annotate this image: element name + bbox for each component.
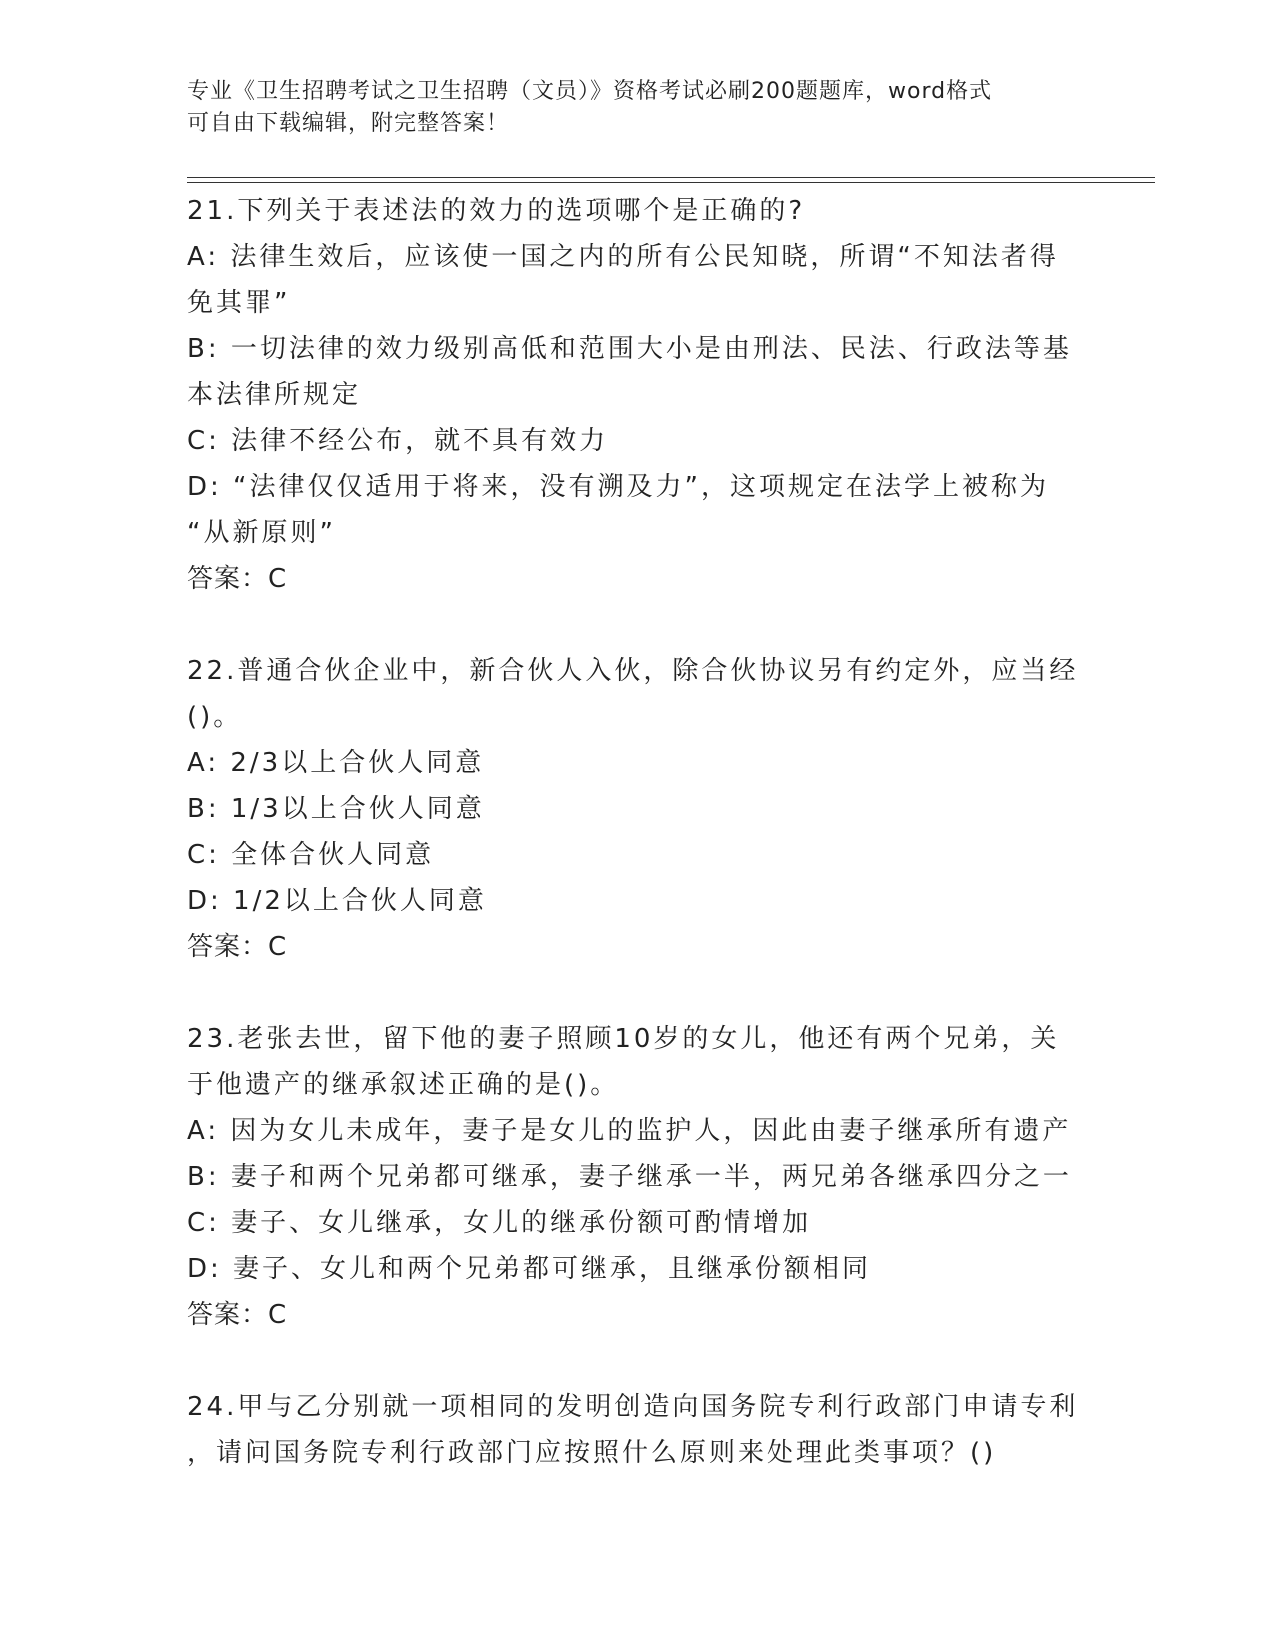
question-spacer <box>187 970 1087 1016</box>
question-22 <box>187 648 1087 970</box>
header-line-1: 专业《卫生招聘考试之卫生招聘（文员）》资格考试必刷200题题库，word格式 <box>187 79 993 104</box>
question-text-continued: 于他遗产的继承叙述正确的是()。 <box>187 1070 620 1100</box>
question-21 <box>187 188 1087 602</box>
answer: 答案：C <box>187 932 288 962</box>
question-text-continued: ，请问国务院专利行政部门应按照什么原则来处理此类事项？() <box>187 1438 997 1468</box>
question-text-continued: ()。 <box>187 702 243 732</box>
option-d: D: 妻子、女儿和两个兄弟都可继承，且继承份额相同 <box>187 1254 872 1284</box>
option-a: A: 因为女儿未成年，妻子是女儿的监护人，因此由妻子继承所有遗产 <box>187 1116 1072 1146</box>
header-divider-top <box>187 177 1155 178</box>
option-b: B: 1/3以上合伙人同意 <box>187 794 485 824</box>
option-d: D: “法律仅仅适用于将来，没有溯及力”，这项规定在法学上被称为 <box>187 472 1049 502</box>
question-23 <box>187 1016 1087 1338</box>
header-line-2: 可自由下载编辑，附完整答案！ <box>187 111 510 136</box>
option-b: B: 一切法律的效力级别高低和范围大小是由刑法、民法、行政法等基 <box>187 334 1072 364</box>
option-b-continued: 本法律所规定 <box>187 380 362 410</box>
question-spacer <box>187 1338 1087 1384</box>
option-d: D: 1/2以上合伙人同意 <box>187 886 487 916</box>
option-a: A: 法律生效后，应该使一国之内的所有公民知晓，所谓“不知法者得 <box>187 242 1059 272</box>
header-divider-bottom <box>187 182 1155 183</box>
question-list <box>187 188 1087 1476</box>
question-text: 21.下列关于表述法的效力的选项哪个是正确的? <box>187 196 806 226</box>
question-text: 23.老张去世，留下他的妻子照顾10岁的女儿，他还有两个兄弟，关 <box>187 1024 1060 1054</box>
question-24 <box>187 1384 1087 1476</box>
option-b: B: 妻子和两个兄弟都可继承，妻子继承一半，两兄弟各继承四分之一 <box>187 1162 1072 1192</box>
answer: 答案：C <box>187 1300 288 1330</box>
option-c: C: 全体合伙人同意 <box>187 840 435 870</box>
question-text: 24.甲与乙分别就一项相同的发明创造向国务院专利行政部门申请专利 <box>187 1392 1079 1422</box>
document-header <box>187 76 1067 140</box>
question-spacer <box>187 602 1087 648</box>
answer: 答案：C <box>187 564 288 594</box>
question-text: 22.普通合伙企业中，新合伙人入伙，除合伙协议另有约定外，应当经 <box>187 656 1079 686</box>
option-d-continued: “从新原则” <box>187 518 336 548</box>
option-a-continued: 免其罪” <box>187 288 291 318</box>
option-a: A: 2/3以上合伙人同意 <box>187 748 485 778</box>
option-c: C: 妻子、女儿继承，女儿的继承份额可酌情增加 <box>187 1208 812 1238</box>
option-c: C: 法律不经公布，就不具有效力 <box>187 426 609 456</box>
